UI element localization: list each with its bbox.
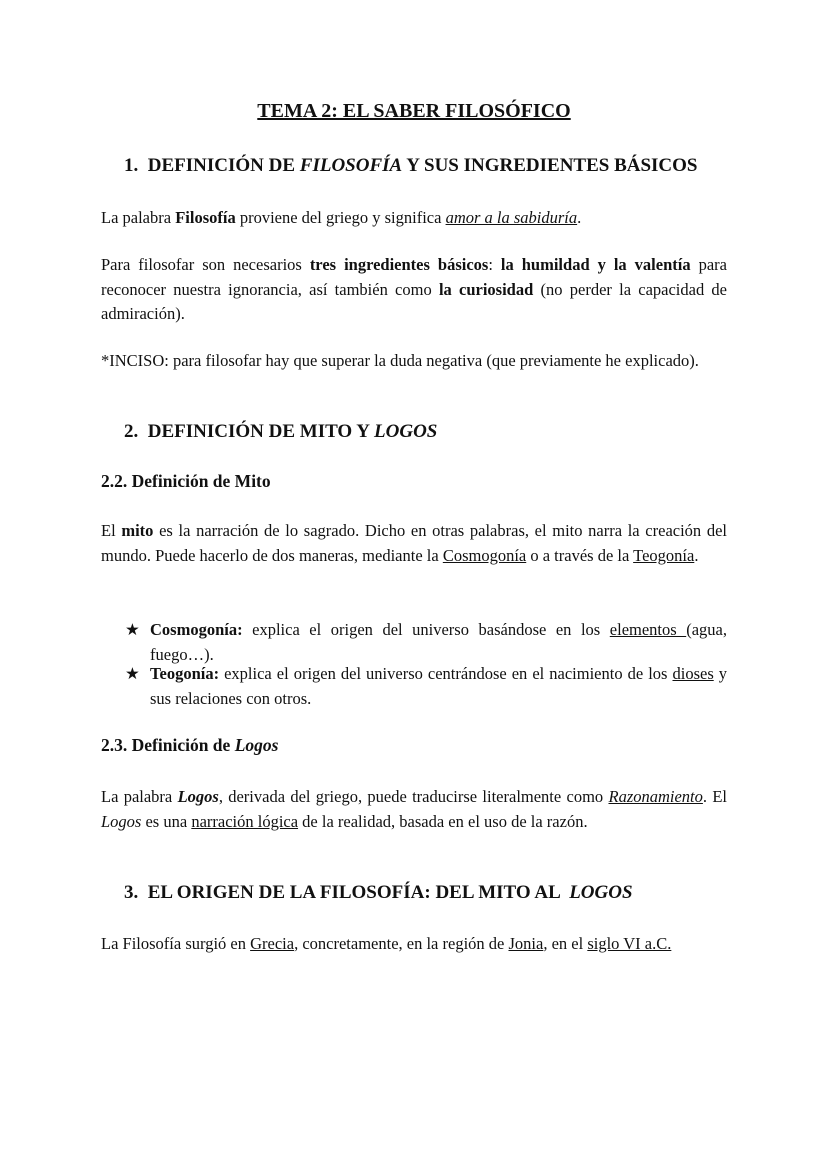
heading-text: EL ORIGEN DE LA FILOSOFÍA: DEL MITO AL xyxy=(147,882,570,903)
list-item-text xyxy=(150,662,727,711)
heading-text: 2.3. Definición de xyxy=(101,735,235,755)
text: La palabra xyxy=(101,787,178,806)
paragraph-filosofia xyxy=(101,206,727,231)
paragraph-ingredientes xyxy=(101,253,727,327)
bold-italic-text: Logos xyxy=(177,787,219,806)
text: . xyxy=(577,208,582,227)
paragraph-mito xyxy=(101,519,727,568)
paragraph-inciso: *INCISO: para filosofar hay que superar la duda negativa (que previamente he explicado). xyxy=(101,351,699,370)
text: , derivada del griego, puede traducirse literalmente como xyxy=(218,787,609,806)
underlined-text: elementos xyxy=(609,620,687,639)
underlined-italic-text: amor a la sabiduría xyxy=(445,208,578,227)
section-heading-2 xyxy=(124,421,437,443)
underlined-text: Grecia xyxy=(250,934,295,953)
text: : xyxy=(488,255,501,274)
section-number: 2. xyxy=(124,421,139,442)
subsection-heading-2-2: 2.2. Definición de Mito xyxy=(101,471,271,491)
underlined-text: Jonia xyxy=(508,934,544,953)
underlined-italic-text: Razonamiento xyxy=(608,787,703,806)
heading-text: DEFINICIÓN DE MITO Y xyxy=(147,421,375,442)
text: explica el origen del universo centrándose en el nacimiento de los xyxy=(219,664,673,683)
heading-italic: LOGOS xyxy=(569,882,633,903)
heading-text: DEFINICIÓN DE xyxy=(147,155,300,176)
heading-italic: LOGOS xyxy=(374,421,438,442)
text: o a través de la xyxy=(526,545,634,565)
text: proviene del griego y significa xyxy=(235,208,446,227)
text: y sus relaciones con otros. xyxy=(150,664,728,708)
section-heading-3 xyxy=(124,882,633,904)
bold-text: Filosofía xyxy=(175,208,236,227)
underlined-text: dioses xyxy=(672,664,714,683)
list-item xyxy=(126,662,727,711)
bold-text: Teogonía: xyxy=(150,664,220,683)
italic-text: Logos xyxy=(101,811,142,831)
text: . xyxy=(694,545,699,565)
text: , concretamente, en la región de xyxy=(294,934,509,953)
text: El xyxy=(101,521,122,540)
text: Para filosofar son necesarios xyxy=(101,255,310,274)
bold-text: la curiosidad xyxy=(438,279,534,299)
bold-text: tres ingredientes básicos xyxy=(309,255,489,274)
list-item xyxy=(126,618,727,667)
text: La Filosofía surgió en xyxy=(101,934,251,953)
heading-italic: Logos xyxy=(234,735,279,755)
document-title: TEMA 2: EL SABER FILOSÓFICO xyxy=(257,100,571,122)
text: es la narración de lo sagrado. Dicho en otras palabras, el mito narra la creación del mundo. Puede hacerlo de dos maneras, mediante la xyxy=(101,521,727,565)
text: (agua, fuego…). xyxy=(150,620,727,664)
text: , en el xyxy=(543,934,588,953)
section-number: 3. xyxy=(124,882,139,903)
underlined-text: narración lógica xyxy=(191,811,299,831)
section-number: 1. xyxy=(124,155,139,176)
underlined-text: siglo VI a.C. xyxy=(587,934,672,953)
text: de la realidad, basada en el uso de la razón. xyxy=(298,811,588,831)
bold-text: Cosmogonía: xyxy=(150,620,243,639)
underlined-text: Cosmogonía xyxy=(442,545,527,565)
text: La palabra xyxy=(101,208,176,227)
text: explica el origen del universo basándose en los xyxy=(242,620,610,639)
star-bullet-icon: ★ xyxy=(125,664,140,683)
paragraph-logos xyxy=(101,785,727,834)
subsection-heading-2-3 xyxy=(101,735,278,756)
bold-text: mito xyxy=(121,521,154,540)
section-heading-1 xyxy=(124,155,698,177)
text: para reconocer nuestra ignorancia, así también como xyxy=(101,255,727,299)
underlined-text: Teogonía xyxy=(633,545,695,565)
text: . El xyxy=(702,787,727,806)
text: (no perder la capacidad de admiración). xyxy=(101,279,727,324)
list-item-text xyxy=(150,618,727,667)
bold-text: la humildad y la valentía xyxy=(500,255,691,274)
heading-italic: FILOSOFÍA xyxy=(299,155,403,176)
paragraph-origen xyxy=(101,932,727,957)
star-bullet-icon: ★ xyxy=(125,620,140,639)
heading-text: Y SUS INGREDIENTES BÁSICOS xyxy=(402,155,698,176)
text: es una xyxy=(141,811,192,831)
